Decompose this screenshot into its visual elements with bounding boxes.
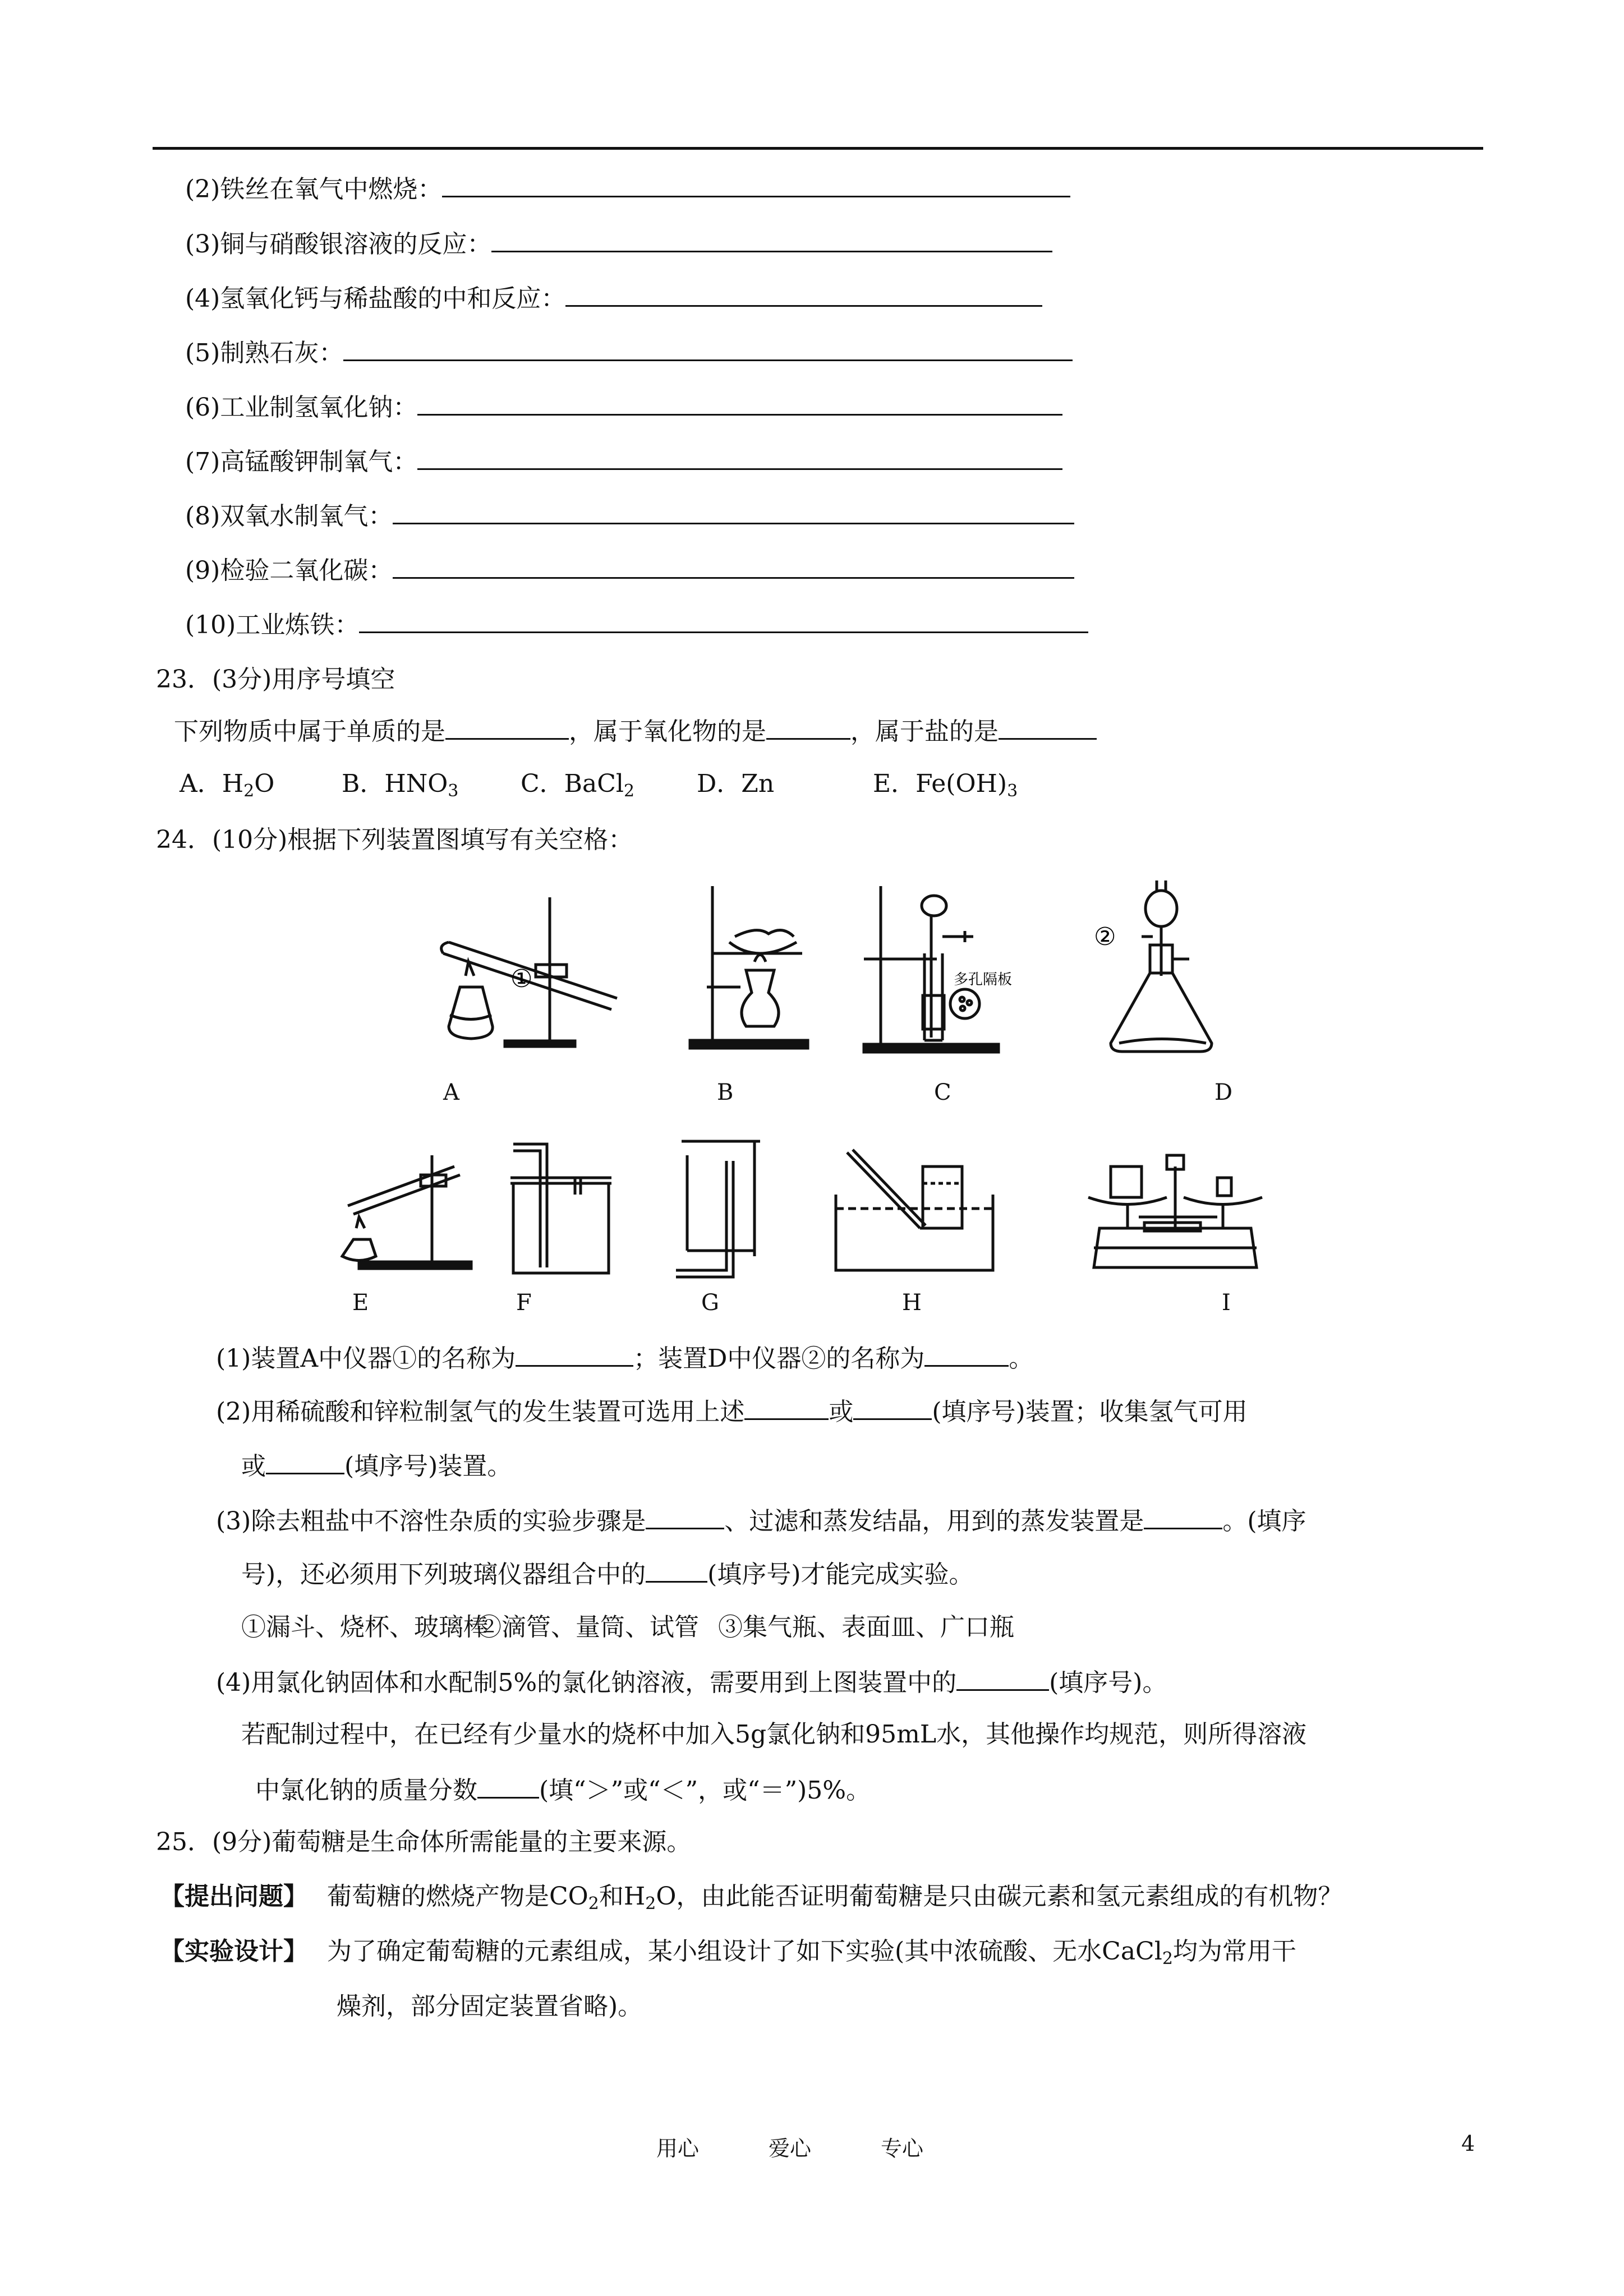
label-i: I <box>1222 1290 1231 1316</box>
answer-blank[interactable] <box>393 552 1074 579</box>
q25-title: 25．(9分)葡萄糖是生命体所需能量的主要来源。 <box>156 1828 692 1856</box>
answer-blank[interactable] <box>393 498 1074 524</box>
label-h: H <box>902 1290 922 1316</box>
label-b: B <box>717 1080 734 1105</box>
apparatus-i-drawing <box>1083 1144 1268 1273</box>
footer-motto-3: 专心 <box>881 2136 924 2161</box>
answer-blank[interactable] <box>266 1448 344 1474</box>
equation-5 <box>185 335 1073 370</box>
q24-title: 24．(10分)根据下列装置图填写有关空格： <box>156 826 633 854</box>
option-d: D．Zn <box>697 769 775 798</box>
combo-1: ①漏斗、烧杯、玻璃棒 <box>241 1613 488 1642</box>
answer-blank[interactable] <box>565 280 1042 307</box>
answer-blank[interactable] <box>417 389 1062 416</box>
equation-label: (5)制熟石灰： <box>185 339 344 367</box>
answer-blank[interactable] <box>359 607 1088 633</box>
apparatus-h-drawing <box>830 1144 999 1273</box>
q24-sub3: (3)除去粗盐中不溶性杂质的实验步骤是 、过滤和蒸发结晶，用到的蒸发装置是 。(填序 <box>216 1503 1306 1538</box>
apparatus-f-drawing <box>508 1138 614 1279</box>
label-a: A <box>443 1080 459 1105</box>
answer-blank[interactable] <box>417 444 1062 470</box>
q25-design-cont: 燥剂，部分固定装置省略)。 <box>337 1992 643 2021</box>
equation-label: (9)检验二氧化碳： <box>185 556 393 585</box>
equation-10 <box>185 607 1088 642</box>
footer-motto-2: 爱心 <box>769 2136 812 2161</box>
answer-blank-element[interactable] <box>445 713 569 740</box>
marker-2: ② <box>1094 923 1116 951</box>
marker-1: ① <box>510 965 533 993</box>
answer-blank[interactable] <box>1144 1503 1222 1529</box>
apparatus-c-drawing <box>853 880 1027 1060</box>
option-a: A．$H_2O$ <box>180 769 275 801</box>
equation-4 <box>185 280 1042 316</box>
answer-blank[interactable] <box>853 1394 932 1420</box>
q23-prompt <box>174 713 1097 749</box>
answer-blank[interactable] <box>491 226 1052 252</box>
label-d: D <box>1214 1080 1233 1105</box>
q24-sub4-cont: 若配制过程中，在已经有少量水的烧杯中加入5g氯化钠和95mL水，其他操作均规范，则所得溶液 <box>241 1720 1307 1749</box>
equation-label: (10)工业炼铁： <box>185 611 360 639</box>
answer-blank[interactable] <box>924 1340 1009 1367</box>
equation-label: (4)氢氧化钙与稀盐酸的中和反应： <box>185 284 566 313</box>
apparatus-d-drawing <box>1094 875 1234 1060</box>
answer-blank[interactable] <box>442 171 1070 197</box>
tag-design: 【实验设计】 <box>160 1937 308 1966</box>
apparatus-b-drawing <box>684 880 819 1054</box>
combo-2: ②滴管、量筒、试管 <box>477 1613 699 1642</box>
q24-sub2-cont: 或 (填序号)装置。 <box>241 1448 512 1483</box>
answer-blank[interactable] <box>744 1394 829 1420</box>
q23-text-c: ，属于盐的是 <box>850 717 999 746</box>
q23-text-a: 下列物质中属于单质的是 <box>174 717 445 746</box>
equation-label: (6)工业制氢氧化钠： <box>185 393 418 422</box>
q24-sub3-cont: 号)，还必须用下列玻璃仪器组合中的 (填序号)才能完成实验。 <box>241 1556 974 1592</box>
page-number: 4 <box>1461 2131 1475 2156</box>
combo-3: ③集气瓶、表面皿、广口瓶 <box>718 1613 1014 1642</box>
option-e: E．$Fe(OH)_3$ <box>873 769 1018 801</box>
apparatus-a-drawing <box>426 892 628 1054</box>
porous-plate-label: 多孔隔板 <box>954 971 1013 988</box>
q25-design: 【实验设计】 为了确定葡萄糖的元素组成，某小组设计了如下实验(其中浓硫酸、无水CaCl$_2$均为常用干 <box>160 1937 1296 1968</box>
equation-7 <box>185 444 1062 479</box>
answer-blank[interactable] <box>343 335 1073 361</box>
label-f: F <box>516 1290 532 1316</box>
q24-combos <box>241 1611 1014 1644</box>
equation-8 <box>185 498 1074 533</box>
q24-sub4-cont2: 中氯化钠的质量分数 (填“＞”或“＜”，或“＝”)5%。 <box>255 1772 871 1808</box>
answer-blank[interactable] <box>646 1503 724 1529</box>
q24-sub2: (2)用稀硫酸和锌粒制氢气的发生装置可选用上述 或 (填序号)装置；收集氢气可用 <box>216 1394 1248 1429</box>
q24-sub1: (1)装置A中仪器①的名称为 ；装置D中仪器②的名称为 。 <box>216 1340 1033 1376</box>
equation-2 <box>185 171 1070 206</box>
q23-options <box>180 767 1018 808</box>
answer-blank-oxide[interactable] <box>766 713 850 740</box>
equation-6 <box>185 389 1062 425</box>
label-g: G <box>701 1290 719 1316</box>
answer-blank[interactable] <box>477 1772 539 1799</box>
equation-label: (8)双氧水制氧气： <box>185 502 393 531</box>
label-e: E <box>352 1290 369 1316</box>
equation-label: (3)铜与硝酸银溶液的反应： <box>185 230 492 259</box>
answer-blank[interactable] <box>956 1665 1049 1691</box>
answer-blank[interactable] <box>646 1556 707 1583</box>
q23-text-b: ，属于氧化物的是 <box>569 717 766 746</box>
q24-sub4: (4)用氯化钠固体和水配制5%的氯化钠溶液，需要用到上图装置中的 (填序号)。 <box>216 1665 1167 1700</box>
option-b: B．$HNO_3$ <box>342 769 459 801</box>
equation-label: (2)铁丝在氧气中燃烧： <box>185 175 443 204</box>
equation-label: (7)高锰酸钾制氧气： <box>185 448 418 476</box>
footer-motto-1: 用心 <box>656 2136 700 2161</box>
equation-3 <box>185 226 1052 261</box>
apparatus-g-drawing <box>670 1138 771 1284</box>
option-c: C．BaCl$_2$ <box>521 769 635 801</box>
q23-title: 23．(3分)用序号填空 <box>156 665 395 694</box>
header-rule <box>153 147 1483 150</box>
q25-question: 【提出问题】 葡萄糖的燃烧产物是$CO_2$和$H_2O$，由此能否证明葡萄糖是只由碳元素和氢元素组成的有机物？ <box>160 1882 1343 1914</box>
equation-9 <box>185 552 1074 588</box>
answer-blank-salt[interactable] <box>999 713 1097 740</box>
label-c: C <box>934 1080 951 1105</box>
tag-question: 【提出问题】 <box>160 1882 308 1911</box>
answer-blank[interactable] <box>516 1340 633 1367</box>
apparatus-e-drawing <box>325 1144 471 1273</box>
